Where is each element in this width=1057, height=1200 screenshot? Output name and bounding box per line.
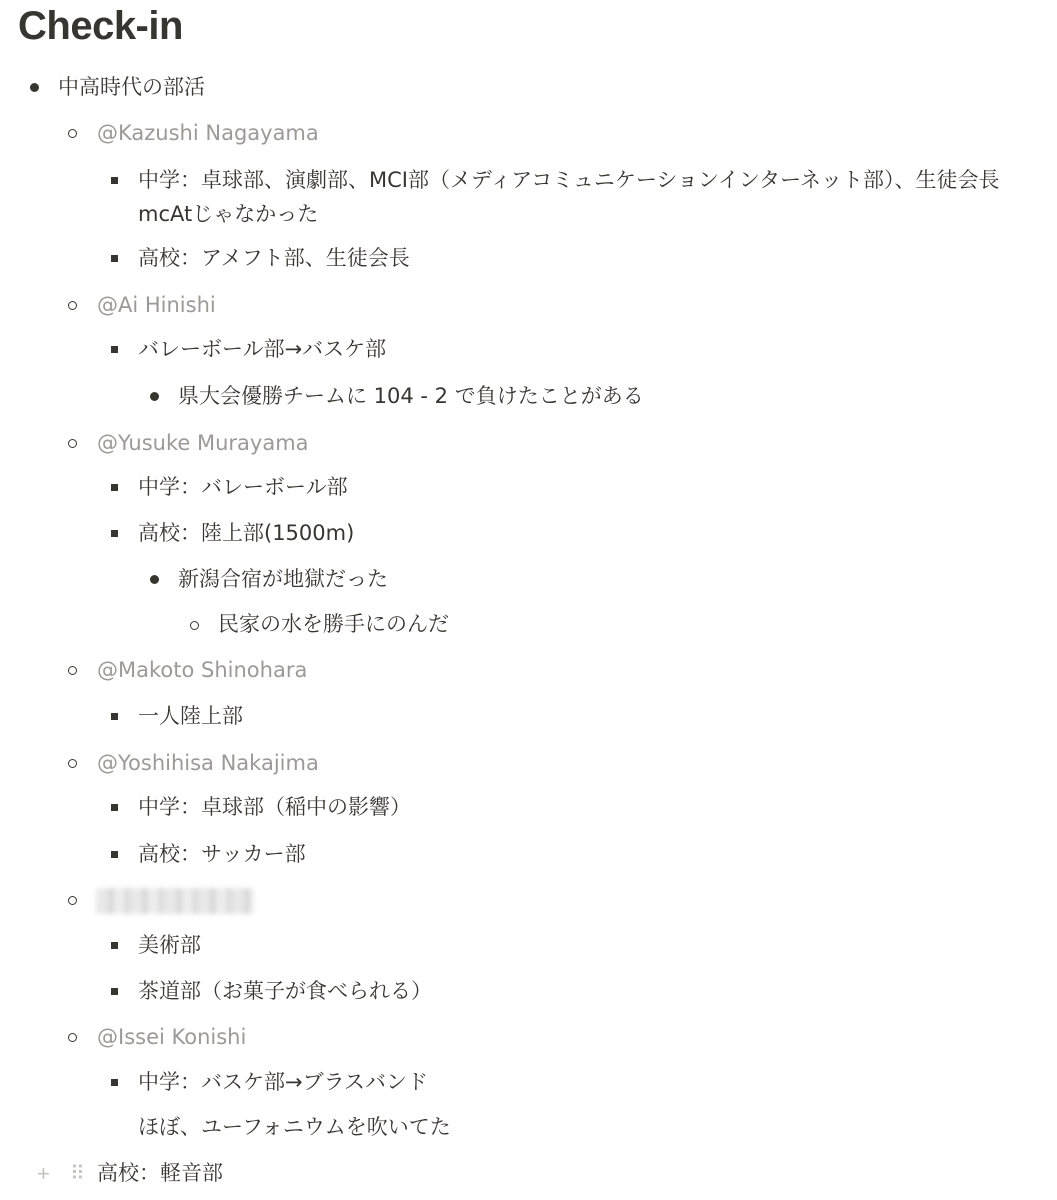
- bullet-circle: [68, 301, 77, 310]
- list-item[interactable]: 県大会優勝チームに 104 - 2 で負けたことがある: [178, 384, 644, 408]
- bullet-square: [111, 851, 118, 858]
- list-item[interactable]: 中学：バスケ部→ブラスバンド: [138, 1070, 428, 1094]
- bullet-square: [111, 804, 118, 811]
- bullet-square: [111, 177, 118, 184]
- bullet-square: [111, 346, 118, 353]
- page-title[interactable]: Check-in: [18, 4, 183, 48]
- list-item[interactable]: 新潟合宿が地獄だった: [178, 567, 388, 591]
- mention-yusuke[interactable]: @Yusuke Murayama: [97, 431, 309, 455]
- list-item-note[interactable]: ほぼ、ユーフォニウムを吹いてた: [138, 1115, 451, 1139]
- drag-handle-icon[interactable]: ⠿: [70, 1163, 85, 1185]
- mention-issei[interactable]: @Issei Konishi: [97, 1025, 247, 1049]
- bullet-square: [111, 1079, 118, 1086]
- list-item[interactable]: 中学：バレーボール部: [138, 475, 348, 499]
- editing-block[interactable]: 高校：軽音部: [97, 1161, 223, 1185]
- bullet-circle: [68, 666, 77, 675]
- list-item[interactable]: 中学：卓球部（稲中の影響）: [138, 795, 411, 819]
- bullet-circle: [190, 621, 199, 630]
- list-item[interactable]: 民家の水を勝手にのんだ: [218, 612, 449, 636]
- bullet-square: [111, 713, 118, 720]
- list-item[interactable]: 高校：陸上部(1500m): [138, 521, 355, 545]
- bullet-circle: [68, 129, 77, 138]
- bullet-circle: [68, 439, 77, 448]
- mention-makoto[interactable]: @Makoto Shinohara: [97, 658, 308, 682]
- plus-icon[interactable]: +: [37, 1161, 50, 1186]
- mention-yoshihisa[interactable]: @Yoshihisa Nakajima: [97, 751, 319, 775]
- bullet-square: [111, 530, 118, 537]
- bullet-disc: [150, 392, 159, 401]
- list-item[interactable]: バレーボール部→バスケ部: [138, 337, 387, 361]
- redacted-mention: [96, 888, 254, 914]
- bullet-square: [111, 988, 118, 995]
- bullet-square: [111, 255, 118, 262]
- list-item[interactable]: 高校：サッカー部: [138, 842, 306, 866]
- bullet-circle: [68, 1033, 77, 1042]
- mention-ai[interactable]: @Ai Hinishi: [97, 293, 216, 317]
- list-item[interactable]: 中学：卓球部、演劇部、MCI部（メディアコミュニケーションインターネット部）、生徒会長 mcAtじゃなかった: [138, 168, 1000, 226]
- mention-kazushi[interactable]: @Kazushi Nagayama: [97, 121, 319, 145]
- list-item[interactable]: 茶道部（お菓子が食べられる）: [138, 979, 432, 1003]
- list-item[interactable]: 美術部: [138, 933, 201, 957]
- bullet-disc: [30, 83, 39, 92]
- bullet-square: [111, 942, 118, 949]
- list-item[interactable]: 高校：アメフト部、生徒会長: [138, 246, 410, 270]
- bullet-circle: [68, 759, 77, 768]
- bullet-circle: [68, 896, 77, 905]
- bullet-square: [111, 484, 118, 491]
- list-item-root[interactable]: 中高時代の部活: [58, 75, 205, 99]
- list-item[interactable]: 一人陸上部: [138, 704, 243, 728]
- bullet-disc: [150, 575, 159, 584]
